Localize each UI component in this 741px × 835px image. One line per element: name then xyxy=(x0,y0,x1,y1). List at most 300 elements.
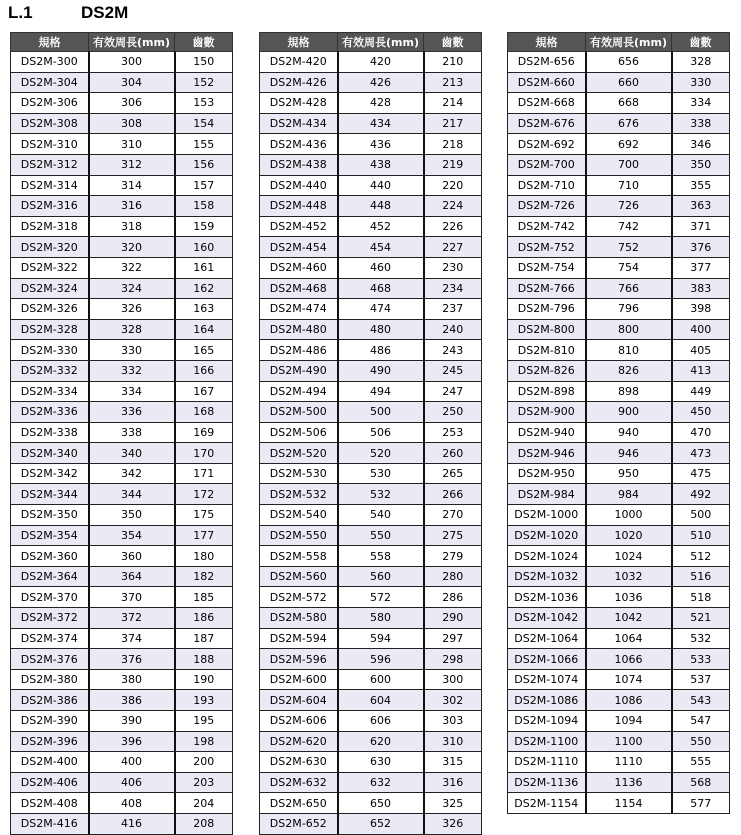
cell-teeth: 253 xyxy=(424,422,482,443)
cell-teeth: 219 xyxy=(424,154,482,175)
cell-teeth: 325 xyxy=(424,793,482,814)
cell-length: 506 xyxy=(338,422,424,443)
cell-teeth: 555 xyxy=(672,752,730,773)
table-row xyxy=(508,72,730,93)
table-row xyxy=(260,628,482,649)
cell-spec: DS2M-440 xyxy=(260,175,338,196)
cell-length: 304 xyxy=(89,72,175,93)
cell-spec: DS2M-580 xyxy=(260,608,338,629)
table-row xyxy=(11,237,233,258)
cell-length: 406 xyxy=(89,772,175,793)
cell-spec: DS2M-754 xyxy=(508,257,586,278)
table-row xyxy=(508,525,730,546)
table-row xyxy=(260,93,482,114)
table-row xyxy=(508,711,730,732)
cell-length: 1074 xyxy=(586,669,672,690)
cell-teeth: 182 xyxy=(175,566,233,587)
cell-spec: DS2M-468 xyxy=(260,278,338,299)
cell-length: 460 xyxy=(338,257,424,278)
table-row xyxy=(508,649,730,670)
table-row xyxy=(508,402,730,423)
table-row xyxy=(11,402,233,423)
cell-teeth: 158 xyxy=(175,196,233,217)
cell-length: 742 xyxy=(586,216,672,237)
cell-length: 1086 xyxy=(586,690,672,711)
table-row xyxy=(260,546,482,567)
cell-teeth: 266 xyxy=(424,484,482,505)
cell-spec: DS2M-300 xyxy=(11,52,89,73)
cell-spec: DS2M-428 xyxy=(260,93,338,114)
cell-length: 632 xyxy=(338,772,424,793)
cell-spec: DS2M-940 xyxy=(508,422,586,443)
header-teeth: 齒數 xyxy=(424,33,482,52)
cell-length: 946 xyxy=(586,443,672,464)
table-row xyxy=(260,340,482,361)
table-row xyxy=(11,422,233,443)
cell-teeth: 260 xyxy=(424,443,482,464)
cell-length: 454 xyxy=(338,237,424,258)
cell-teeth: 328 xyxy=(672,52,730,73)
cell-spec: DS2M-486 xyxy=(260,340,338,361)
table-row xyxy=(11,793,233,814)
header-length: 有效周長(mm) xyxy=(586,33,672,52)
table-row xyxy=(508,608,730,629)
cell-length: 596 xyxy=(338,649,424,670)
cell-length: 594 xyxy=(338,628,424,649)
table-row xyxy=(11,752,233,773)
cell-teeth: 279 xyxy=(424,546,482,567)
cell-spec: DS2M-710 xyxy=(508,175,586,196)
cell-length: 500 xyxy=(338,402,424,423)
cell-spec: DS2M-452 xyxy=(260,216,338,237)
table-row xyxy=(260,360,482,381)
cell-length: 606 xyxy=(338,711,424,732)
cell-length: 408 xyxy=(89,793,175,814)
cell-teeth: 290 xyxy=(424,608,482,629)
header-spec: 規格 xyxy=(11,33,89,52)
cell-length: 326 xyxy=(89,299,175,320)
cell-length: 540 xyxy=(338,505,424,526)
cell-length: 494 xyxy=(338,381,424,402)
table-row xyxy=(260,216,482,237)
cell-teeth: 210 xyxy=(424,52,482,73)
cell-spec: DS2M-620 xyxy=(260,731,338,752)
cell-length: 434 xyxy=(338,113,424,134)
cell-length: 370 xyxy=(89,587,175,608)
cell-length: 340 xyxy=(89,443,175,464)
cell-length: 620 xyxy=(338,731,424,752)
table-row xyxy=(11,628,233,649)
table-row xyxy=(508,463,730,484)
cell-spec: DS2M-742 xyxy=(508,216,586,237)
cell-teeth: 532 xyxy=(672,628,730,649)
cell-spec: DS2M-330 xyxy=(11,340,89,361)
cell-length: 306 xyxy=(89,93,175,114)
table-header-row xyxy=(11,33,233,52)
cell-length: 572 xyxy=(338,587,424,608)
cell-teeth: 243 xyxy=(424,340,482,361)
table-header-row xyxy=(508,33,730,52)
cell-length: 390 xyxy=(89,711,175,732)
cell-spec: DS2M-1036 xyxy=(508,587,586,608)
table-row xyxy=(260,319,482,340)
cell-teeth: 516 xyxy=(672,566,730,587)
cell-teeth: 376 xyxy=(672,237,730,258)
cell-length: 420 xyxy=(338,52,424,73)
table-row xyxy=(508,546,730,567)
cell-teeth: 153 xyxy=(175,93,233,114)
cell-length: 676 xyxy=(586,113,672,134)
cell-spec: DS2M-660 xyxy=(508,72,586,93)
cell-length: 350 xyxy=(89,505,175,526)
table-row xyxy=(508,587,730,608)
cell-length: 726 xyxy=(586,196,672,217)
table-row xyxy=(11,772,233,793)
cell-length: 766 xyxy=(586,278,672,299)
cell-teeth: 169 xyxy=(175,422,233,443)
cell-teeth: 371 xyxy=(672,216,730,237)
cell-length: 800 xyxy=(586,319,672,340)
cell-teeth: 537 xyxy=(672,669,730,690)
cell-length: 604 xyxy=(338,690,424,711)
cell-length: 426 xyxy=(338,72,424,93)
table-row xyxy=(260,690,482,711)
cell-length: 660 xyxy=(586,72,672,93)
cell-teeth: 543 xyxy=(672,690,730,711)
cell-teeth: 152 xyxy=(175,72,233,93)
table-row xyxy=(11,299,233,320)
cell-spec: DS2M-344 xyxy=(11,484,89,505)
cell-length: 486 xyxy=(338,340,424,361)
cell-length: 1110 xyxy=(586,752,672,773)
table-row xyxy=(508,793,730,814)
cell-teeth: 198 xyxy=(175,731,233,752)
cell-length: 532 xyxy=(338,484,424,505)
cell-spec: DS2M-420 xyxy=(260,52,338,73)
table-row xyxy=(11,93,233,114)
table-row xyxy=(260,443,482,464)
cell-teeth: 400 xyxy=(672,319,730,340)
cell-spec: DS2M-328 xyxy=(11,319,89,340)
cell-teeth: 240 xyxy=(424,319,482,340)
cell-spec: DS2M-408 xyxy=(11,793,89,814)
cell-spec: DS2M-692 xyxy=(508,134,586,155)
cell-spec: DS2M-318 xyxy=(11,216,89,237)
cell-length: 374 xyxy=(89,628,175,649)
cell-length: 796 xyxy=(586,299,672,320)
cell-teeth: 449 xyxy=(672,381,730,402)
cell-length: 1032 xyxy=(586,566,672,587)
cell-spec: DS2M-386 xyxy=(11,690,89,711)
table-row xyxy=(260,196,482,217)
cell-length: 318 xyxy=(89,216,175,237)
cell-spec: DS2M-380 xyxy=(11,669,89,690)
table-row xyxy=(11,340,233,361)
table-row xyxy=(260,525,482,546)
cell-spec: DS2M-1000 xyxy=(508,505,586,526)
cell-length: 316 xyxy=(89,196,175,217)
cell-spec: DS2M-340 xyxy=(11,443,89,464)
cell-length: 416 xyxy=(89,813,175,834)
cell-teeth: 577 xyxy=(672,793,730,814)
cell-spec: DS2M-656 xyxy=(508,52,586,73)
cell-length: 338 xyxy=(89,422,175,443)
table-row xyxy=(508,443,730,464)
cell-spec: DS2M-506 xyxy=(260,422,338,443)
cell-length: 440 xyxy=(338,175,424,196)
cell-teeth: 200 xyxy=(175,752,233,773)
table-row xyxy=(508,299,730,320)
cell-length: 1020 xyxy=(586,525,672,546)
table-row xyxy=(11,731,233,752)
table-row xyxy=(508,93,730,114)
cell-teeth: 315 xyxy=(424,752,482,773)
table-row xyxy=(260,52,482,73)
table-row xyxy=(260,793,482,814)
cell-spec: DS2M-370 xyxy=(11,587,89,608)
cell-teeth: 450 xyxy=(672,402,730,423)
cell-spec: DS2M-520 xyxy=(260,443,338,464)
cell-length: 490 xyxy=(338,360,424,381)
cell-teeth: 161 xyxy=(175,257,233,278)
cell-spec: DS2M-1154 xyxy=(508,793,586,814)
cell-spec: DS2M-560 xyxy=(260,566,338,587)
table-row xyxy=(11,175,233,196)
table-row xyxy=(11,72,233,93)
cell-length: 474 xyxy=(338,299,424,320)
cell-length: 372 xyxy=(89,608,175,629)
table-row xyxy=(11,669,233,690)
table-row xyxy=(508,752,730,773)
cell-spec: DS2M-350 xyxy=(11,505,89,526)
cell-teeth: 162 xyxy=(175,278,233,299)
cell-spec: DS2M-530 xyxy=(260,463,338,484)
table-row xyxy=(508,196,730,217)
cell-length: 354 xyxy=(89,525,175,546)
cell-teeth: 213 xyxy=(424,72,482,93)
table-row xyxy=(260,463,482,484)
cell-spec: DS2M-494 xyxy=(260,381,338,402)
cell-length: 900 xyxy=(586,402,672,423)
table-row xyxy=(260,731,482,752)
cell-spec: DS2M-604 xyxy=(260,690,338,711)
cell-length: 1136 xyxy=(586,772,672,793)
cell-teeth: 550 xyxy=(672,731,730,752)
cell-teeth: 310 xyxy=(424,731,482,752)
cell-spec: DS2M-310 xyxy=(11,134,89,155)
table-row xyxy=(11,443,233,464)
table-row xyxy=(260,402,482,423)
cell-length: 1064 xyxy=(586,628,672,649)
cell-spec: DS2M-532 xyxy=(260,484,338,505)
cell-teeth: 220 xyxy=(424,175,482,196)
section-title: DS2M xyxy=(81,3,129,22)
cell-teeth: 547 xyxy=(672,711,730,732)
cell-spec: DS2M-426 xyxy=(260,72,338,93)
cell-spec: DS2M-1094 xyxy=(508,711,586,732)
cell-spec: DS2M-406 xyxy=(11,772,89,793)
cell-spec: DS2M-1042 xyxy=(508,608,586,629)
belt-table-2 xyxy=(259,32,482,835)
cell-spec: DS2M-354 xyxy=(11,525,89,546)
cell-teeth: 326 xyxy=(424,813,482,834)
cell-length: 1154 xyxy=(586,793,672,814)
cell-teeth: 470 xyxy=(672,422,730,443)
table-row xyxy=(508,505,730,526)
cell-spec: DS2M-572 xyxy=(260,587,338,608)
cell-spec: DS2M-1064 xyxy=(508,628,586,649)
cell-teeth: 383 xyxy=(672,278,730,299)
cell-teeth: 164 xyxy=(175,319,233,340)
cell-teeth: 217 xyxy=(424,113,482,134)
cell-teeth: 172 xyxy=(175,484,233,505)
cell-spec: DS2M-1136 xyxy=(508,772,586,793)
cell-spec: DS2M-490 xyxy=(260,360,338,381)
cell-length: 656 xyxy=(586,52,672,73)
cell-length: 530 xyxy=(338,463,424,484)
table-row xyxy=(508,772,730,793)
cell-spec: DS2M-946 xyxy=(508,443,586,464)
table-row xyxy=(11,196,233,217)
cell-length: 1024 xyxy=(586,546,672,567)
cell-length: 826 xyxy=(586,360,672,381)
cell-length: 950 xyxy=(586,463,672,484)
cell-teeth: 247 xyxy=(424,381,482,402)
cell-length: 448 xyxy=(338,196,424,217)
cell-teeth: 265 xyxy=(424,463,482,484)
cell-teeth: 157 xyxy=(175,175,233,196)
belt-table-1 xyxy=(10,32,233,835)
cell-spec: DS2M-390 xyxy=(11,711,89,732)
cell-spec: DS2M-558 xyxy=(260,546,338,567)
cell-length: 700 xyxy=(586,154,672,175)
cell-teeth: 568 xyxy=(672,772,730,793)
cell-length: 380 xyxy=(89,669,175,690)
cell-spec: DS2M-338 xyxy=(11,422,89,443)
cell-length: 360 xyxy=(89,546,175,567)
cell-spec: DS2M-900 xyxy=(508,402,586,423)
table-row xyxy=(11,546,233,567)
table-row xyxy=(508,690,730,711)
cell-spec: DS2M-416 xyxy=(11,813,89,834)
cell-teeth: 163 xyxy=(175,299,233,320)
cell-spec: DS2M-474 xyxy=(260,299,338,320)
cell-teeth: 226 xyxy=(424,216,482,237)
cell-teeth: 165 xyxy=(175,340,233,361)
cell-teeth: 208 xyxy=(175,813,233,834)
cell-length: 692 xyxy=(586,134,672,155)
cell-teeth: 521 xyxy=(672,608,730,629)
table-row xyxy=(11,216,233,237)
table-row xyxy=(260,772,482,793)
table-row xyxy=(508,360,730,381)
table-row xyxy=(260,113,482,134)
cell-spec: DS2M-600 xyxy=(260,669,338,690)
table-row xyxy=(11,587,233,608)
cell-length: 428 xyxy=(338,93,424,114)
cell-spec: DS2M-810 xyxy=(508,340,586,361)
cell-teeth: 167 xyxy=(175,381,233,402)
cell-teeth: 154 xyxy=(175,113,233,134)
cell-spec: DS2M-1074 xyxy=(508,669,586,690)
cell-teeth: 533 xyxy=(672,649,730,670)
cell-length: 300 xyxy=(89,52,175,73)
cell-length: 468 xyxy=(338,278,424,299)
cell-length: 550 xyxy=(338,525,424,546)
cell-spec: DS2M-668 xyxy=(508,93,586,114)
cell-teeth: 188 xyxy=(175,649,233,670)
cell-spec: DS2M-752 xyxy=(508,237,586,258)
cell-spec: DS2M-364 xyxy=(11,566,89,587)
cell-spec: DS2M-800 xyxy=(508,319,586,340)
cell-spec: DS2M-320 xyxy=(11,237,89,258)
cell-teeth: 195 xyxy=(175,711,233,732)
cell-length: 1094 xyxy=(586,711,672,732)
header-spec: 規格 xyxy=(508,33,586,52)
table-row xyxy=(508,731,730,752)
table-row xyxy=(508,216,730,237)
table-row xyxy=(508,134,730,155)
table-row xyxy=(11,525,233,546)
cell-teeth: 298 xyxy=(424,649,482,670)
cell-length: 452 xyxy=(338,216,424,237)
cell-teeth: 300 xyxy=(424,669,482,690)
cell-spec: DS2M-306 xyxy=(11,93,89,114)
cell-spec: DS2M-374 xyxy=(11,628,89,649)
table-row xyxy=(11,505,233,526)
cell-length: 984 xyxy=(586,484,672,505)
cell-teeth: 159 xyxy=(175,216,233,237)
table-row xyxy=(11,52,233,73)
cell-spec: DS2M-360 xyxy=(11,546,89,567)
cell-teeth: 355 xyxy=(672,175,730,196)
table-row xyxy=(260,484,482,505)
cell-teeth: 193 xyxy=(175,690,233,711)
table-row xyxy=(11,113,233,134)
cell-teeth: 250 xyxy=(424,402,482,423)
cell-teeth: 187 xyxy=(175,628,233,649)
cell-length: 1066 xyxy=(586,649,672,670)
cell-spec: DS2M-396 xyxy=(11,731,89,752)
cell-length: 386 xyxy=(89,690,175,711)
table-row xyxy=(11,463,233,484)
table-row xyxy=(11,257,233,278)
cell-spec: DS2M-314 xyxy=(11,175,89,196)
cell-length: 1036 xyxy=(586,587,672,608)
table-row xyxy=(508,422,730,443)
cell-spec: DS2M-454 xyxy=(260,237,338,258)
cell-length: 650 xyxy=(338,793,424,814)
cell-spec: DS2M-630 xyxy=(260,752,338,773)
cell-spec: DS2M-898 xyxy=(508,381,586,402)
cell-spec: DS2M-1086 xyxy=(508,690,586,711)
cell-teeth: 363 xyxy=(672,196,730,217)
cell-length: 940 xyxy=(586,422,672,443)
cell-teeth: 316 xyxy=(424,772,482,793)
cell-teeth: 166 xyxy=(175,360,233,381)
cell-length: 1042 xyxy=(586,608,672,629)
table-row xyxy=(260,72,482,93)
table-row xyxy=(260,278,482,299)
cell-spec: DS2M-400 xyxy=(11,752,89,773)
cell-teeth: 224 xyxy=(424,196,482,217)
belt-table-3 xyxy=(507,32,730,814)
cell-spec: DS2M-550 xyxy=(260,525,338,546)
table-row xyxy=(260,134,482,155)
header-length: 有效周長(mm) xyxy=(89,33,175,52)
cell-length: 630 xyxy=(338,752,424,773)
cell-spec: DS2M-950 xyxy=(508,463,586,484)
